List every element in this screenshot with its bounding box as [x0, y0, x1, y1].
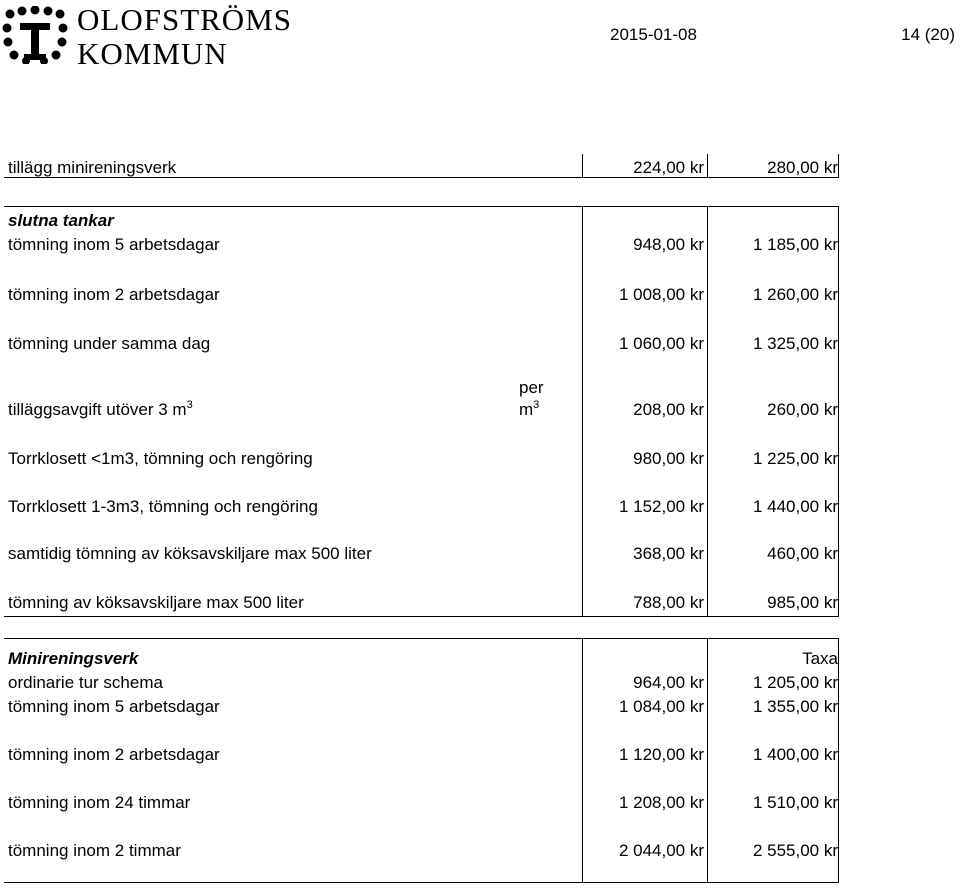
- page-number: 14 (20): [901, 25, 955, 44]
- logo-text-line2: KOMMUN: [77, 36, 228, 71]
- table-row: [4, 674, 840, 692]
- row-label: tömning under samma dag: [8, 334, 211, 353]
- row-label: tömning inom 2 timmar: [8, 841, 181, 860]
- row-label: samtidig tömning av köksavskiljare max 500 liter: [8, 544, 372, 563]
- row-label: tömning av köksavskiljare max 500 liter: [8, 593, 304, 612]
- price-excl-vat: 980,00 kr: [633, 449, 704, 468]
- price-incl-vat: 260,00 kr: [767, 400, 838, 419]
- price-incl-vat: 280,00 kr: [767, 158, 838, 177]
- price-incl-vat: 2 555,00 kr: [752, 841, 838, 860]
- price-excl-vat: 964,00 kr: [633, 673, 704, 692]
- table-row: [4, 450, 840, 468]
- row-label: Torrklosett <1m3, tömning och rengöring: [8, 449, 313, 468]
- price-incl-vat: 460,00 kr: [767, 544, 838, 563]
- price-incl-vat: 1 205,00 kr: [752, 673, 838, 692]
- table-row: [4, 746, 840, 764]
- document-date: 2015-01-08: [610, 25, 697, 44]
- row-label: tillägg minireningsverk: [8, 158, 177, 177]
- table-row: [4, 698, 840, 716]
- price-excl-vat: 224,00 kr: [633, 158, 704, 177]
- table-row: [4, 842, 840, 860]
- price-excl-vat: 208,00 kr: [633, 400, 704, 419]
- superscript: 3: [186, 399, 193, 411]
- row-label: tömning inom 2 arbetsdagar: [8, 285, 220, 304]
- price-excl-vat: 368,00 kr: [633, 544, 704, 563]
- row-label: Torrklosett 1-3m3, tömning och rengöring: [8, 497, 318, 516]
- row-label: ordinarie tur schema: [8, 673, 163, 692]
- row-label: tömning inom 2 arbetsdagar: [8, 745, 220, 764]
- price-incl-vat: 1 185,00 kr: [752, 235, 838, 254]
- unit-superscript: 3: [533, 399, 540, 411]
- logo-text-line1: OLOFSTRÖMS: [77, 2, 292, 37]
- price-incl-vat: 1 440,00 kr: [752, 497, 838, 516]
- price-incl-vat: 1 260,00 kr: [752, 285, 838, 304]
- price-incl-vat: 1 510,00 kr: [752, 793, 838, 812]
- row-label: tömning inom 5 arbetsdagar: [8, 697, 220, 716]
- section-heading: [4, 650, 840, 668]
- unit-text: m: [519, 400, 534, 419]
- row-label: tömning inom 5 arbetsdagar: [8, 235, 220, 254]
- price-excl-vat: 1 208,00 kr: [618, 793, 704, 812]
- price-excl-vat: 1 120,00 kr: [618, 745, 704, 764]
- row-label-text: tilläggsavgift utöver 3 m: [8, 400, 187, 419]
- price-incl-vat: 1 325,00 kr: [752, 334, 838, 353]
- column-header-taxa: Taxa: [802, 649, 838, 668]
- table-row: [4, 378, 840, 419]
- unit-per: per: [519, 378, 544, 397]
- table-row: [4, 236, 840, 254]
- table-row: [4, 498, 840, 516]
- section-title: slutna tankar: [8, 211, 114, 230]
- price-incl-vat: 1 225,00 kr: [752, 449, 838, 468]
- price-excl-vat: 788,00 kr: [633, 593, 704, 612]
- section-title: Minireningsverk: [8, 649, 139, 668]
- table-row: [4, 545, 840, 563]
- price-incl-vat: 985,00 kr: [767, 593, 838, 612]
- price-excl-vat: 1 060,00 kr: [618, 334, 704, 353]
- table-row: [4, 594, 840, 612]
- row-label: tömning inom 24 timmar: [8, 793, 191, 812]
- price-excl-vat: 2 044,00 kr: [618, 841, 704, 860]
- table-row: [4, 794, 840, 812]
- price-excl-vat: 1 084,00 kr: [618, 697, 704, 716]
- row-label: [8, 401, 193, 419]
- unit-label: [519, 401, 539, 419]
- price-incl-vat: 1 355,00 kr: [752, 697, 838, 716]
- price-incl-vat: 1 400,00 kr: [752, 745, 838, 764]
- table-row: [4, 286, 840, 304]
- price-excl-vat: 1 008,00 kr: [618, 285, 704, 304]
- table-row: [4, 159, 840, 177]
- price-excl-vat: 1 152,00 kr: [618, 497, 704, 516]
- table-row: [4, 335, 840, 353]
- section-heading: [4, 212, 840, 230]
- price-excl-vat: 948,00 kr: [633, 235, 704, 254]
